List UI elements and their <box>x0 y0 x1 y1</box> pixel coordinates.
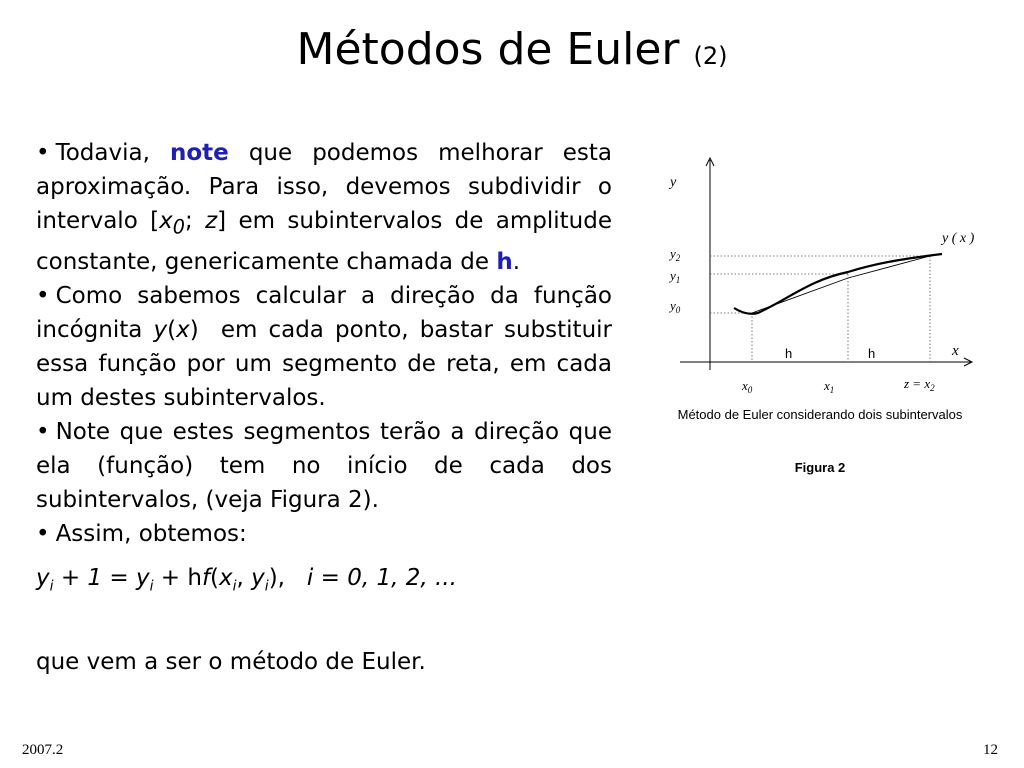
euler-segment-1 <box>752 278 848 313</box>
y0-label: $y_0$ <box>670 298 681 315</box>
bullet-1-pre: Todavia, <box>55 140 150 166</box>
bullet-4 <box>36 517 612 551</box>
eq-x: x <box>219 564 233 591</box>
euler-diagram <box>630 150 1000 400</box>
eq-f: f <box>201 564 211 591</box>
title-suffix: (2) <box>693 42 728 70</box>
bullet-1-end: . <box>512 248 521 275</box>
eq-close: ), <box>268 564 285 591</box>
eq-y: y <box>36 564 50 591</box>
figure-caption: Método de Euler considerando dois subintervalos <box>677 407 963 422</box>
h-highlight: h <box>496 248 513 275</box>
closing-sentence: que vem a ser o método de Euler. <box>36 649 426 676</box>
x0-label: $x_0$ <box>742 378 753 395</box>
bullet-1-mid: que podemos melhorar esta aproximação. Para isso, devemos subdividir o intervalo [ <box>36 140 613 234</box>
note-highlight: note <box>169 140 229 166</box>
eq-open: ( <box>210 564 220 591</box>
bullet-4-text: Assim, obtemos: <box>55 520 247 547</box>
x2-label: $z = x_2$ <box>904 376 935 393</box>
bullet-1 <box>36 136 612 279</box>
curve-label: y ( x ) <box>942 231 975 246</box>
bullet-marker: • <box>36 140 50 166</box>
title-main: Métodos de Euler <box>296 24 680 75</box>
eq-y: y <box>251 564 265 591</box>
euler-segment-2 <box>848 256 930 278</box>
y-axis-label: y <box>670 175 677 190</box>
eq-y: y <box>135 564 150 591</box>
separator: ; <box>184 208 193 234</box>
var-z: z <box>205 208 218 234</box>
footer-date: 2007.2 <box>22 742 64 758</box>
bullet-2-pre: Como sabemos calcular a direção da função incógnita <box>36 282 612 343</box>
y1-label: $y_1$ <box>670 268 681 285</box>
x-axis-label: x <box>952 343 959 359</box>
page-number: 12 <box>983 742 998 758</box>
euler-equation <box>36 561 612 604</box>
bullet-3-text: Note que estes segmentos terão a direção que ela (função) tem no início de cada dos subintervalos, (veja Figura 2). <box>36 418 612 513</box>
eq-comma: , <box>236 564 252 591</box>
paren-close: ) <box>189 316 199 343</box>
bullet-2-post: em cada ponto, bastar substituir essa função por um segmento de reta, em cada um destes subintervalos. <box>36 316 613 411</box>
var-x: x <box>176 316 190 343</box>
eq-i: i <box>149 578 154 595</box>
eq-plus-one: + 1 = <box>53 564 136 591</box>
euler-figure <box>630 150 1000 490</box>
var-y: y <box>153 316 168 343</box>
eq-indices: i = 0, 1, 2, ... <box>306 564 457 591</box>
slide-title <box>0 22 1024 84</box>
bullet-1-post: ] em subintervalos de amplitude constante, genericamente chamada de <box>36 208 613 275</box>
y2-label: $y_2$ <box>670 246 681 263</box>
bullet-2 <box>36 279 612 415</box>
bullet-marker: • <box>36 418 50 445</box>
figure-label: Figura 2 <box>794 460 846 475</box>
x1-label: $x_1$ <box>824 378 835 395</box>
bullet-3 <box>36 415 612 517</box>
interval-h-1: h <box>785 346 793 361</box>
eq-plus-h: + h <box>153 564 202 591</box>
bullet-marker: • <box>36 520 50 547</box>
paren-open: ( <box>167 316 177 343</box>
interval-h-2: h <box>868 346 876 361</box>
eq-i: i <box>264 578 269 595</box>
var-x: x <box>159 208 173 234</box>
eq-i: i <box>49 578 54 595</box>
solution-curve <box>734 254 942 314</box>
bullet-marker: • <box>36 282 50 309</box>
eq-i: i <box>232 578 237 595</box>
sub-0: 0 <box>172 215 185 239</box>
slide-body <box>36 136 612 679</box>
